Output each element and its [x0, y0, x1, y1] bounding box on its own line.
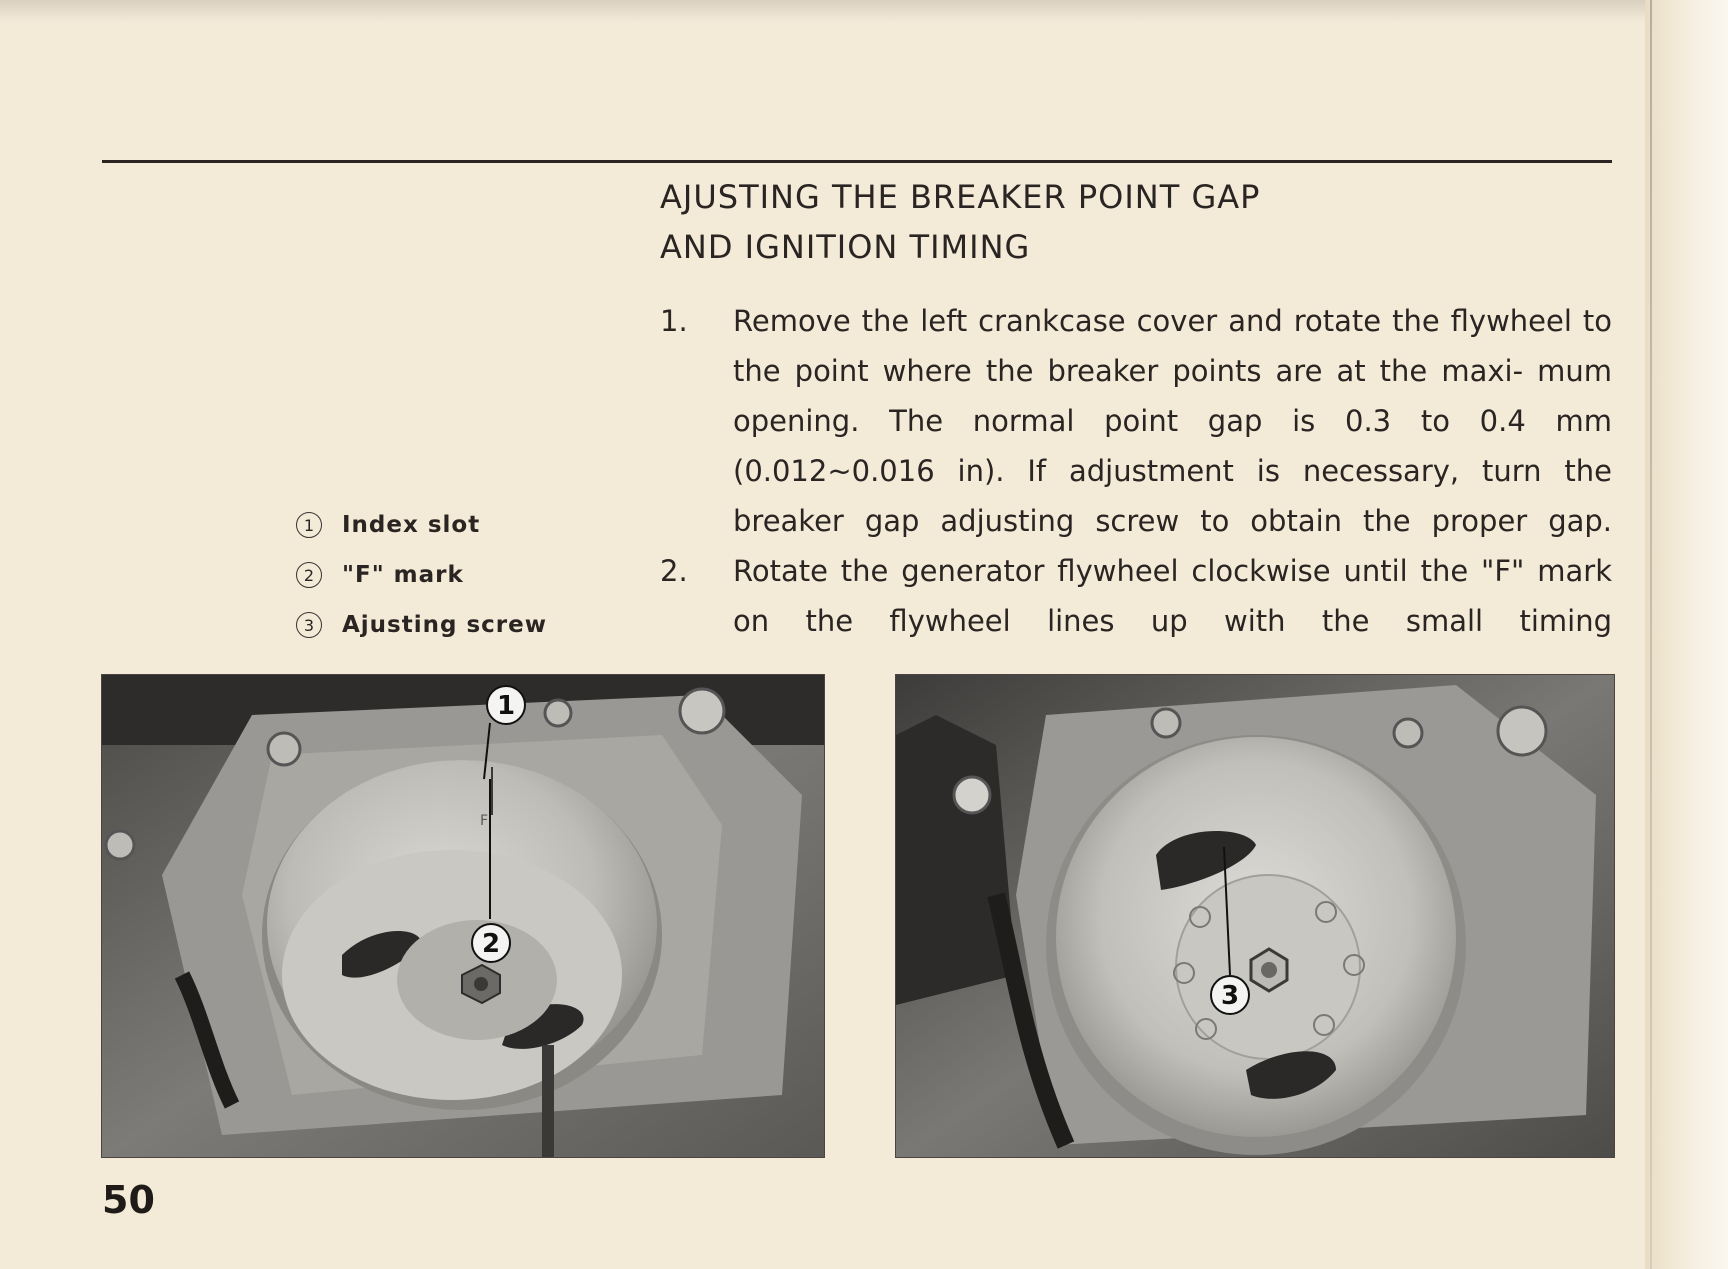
callout-overlay-right [896, 675, 1614, 1157]
legend-label: "F" mark [342, 562, 464, 588]
page-top-shadow [0, 0, 1645, 22]
section-title [660, 172, 1260, 272]
callout-1-leader [484, 723, 490, 779]
page-edge [1645, 0, 1728, 1269]
callout-3-leader [1224, 847, 1230, 975]
svg-text:F: F [480, 813, 489, 829]
legend-label: Ajusting screw [342, 612, 547, 638]
callout-1-label: 1 [496, 691, 516, 721]
callout-2-label: 2 [481, 929, 501, 959]
flywheel-photo-left [101, 674, 825, 1158]
legend-number: 2 [296, 562, 322, 588]
step-text: Rotate the generator flywheel clockwise until the "F" mark on the flywheel lines up with the small timing [733, 554, 1612, 638]
instruction-steps [660, 296, 1612, 646]
page-number: 50 [102, 1178, 155, 1222]
legend-number: 1 [296, 512, 322, 538]
step-1 [660, 296, 1612, 546]
figure-legend [296, 500, 547, 650]
flywheel-photo-right [895, 674, 1615, 1158]
header-rule [102, 160, 1612, 163]
section-title-line-1: AJUSTING THE BREAKER POINT GAP [660, 178, 1261, 216]
section-title-line-2: AND IGNITION TIMING [660, 228, 1031, 266]
callout-3-label: 3 [1220, 981, 1240, 1011]
step-number: 2. [660, 554, 688, 588]
step-text: Remove the left crankcase cover and rotate the flywheel to the point where the breaker points are at the maxi- mum opening. The normal point gap is 0.3 to 0.4 mm (0.012~0.016 in). If adjustment is necessary, turn the breaker gap adjusting screw to obtain the proper gap. [733, 304, 1612, 538]
callout-overlay-left [102, 675, 824, 1157]
page-edge-line [1650, 0, 1652, 1269]
legend-item-index-slot [296, 500, 547, 550]
legend-number: 3 [296, 612, 322, 638]
legend-label: Index slot [342, 512, 481, 538]
step-number: 1. [660, 304, 688, 338]
step-2 [660, 546, 1612, 646]
legend-item-f-mark [296, 550, 547, 600]
legend-item-ajusting-screw [296, 600, 547, 650]
